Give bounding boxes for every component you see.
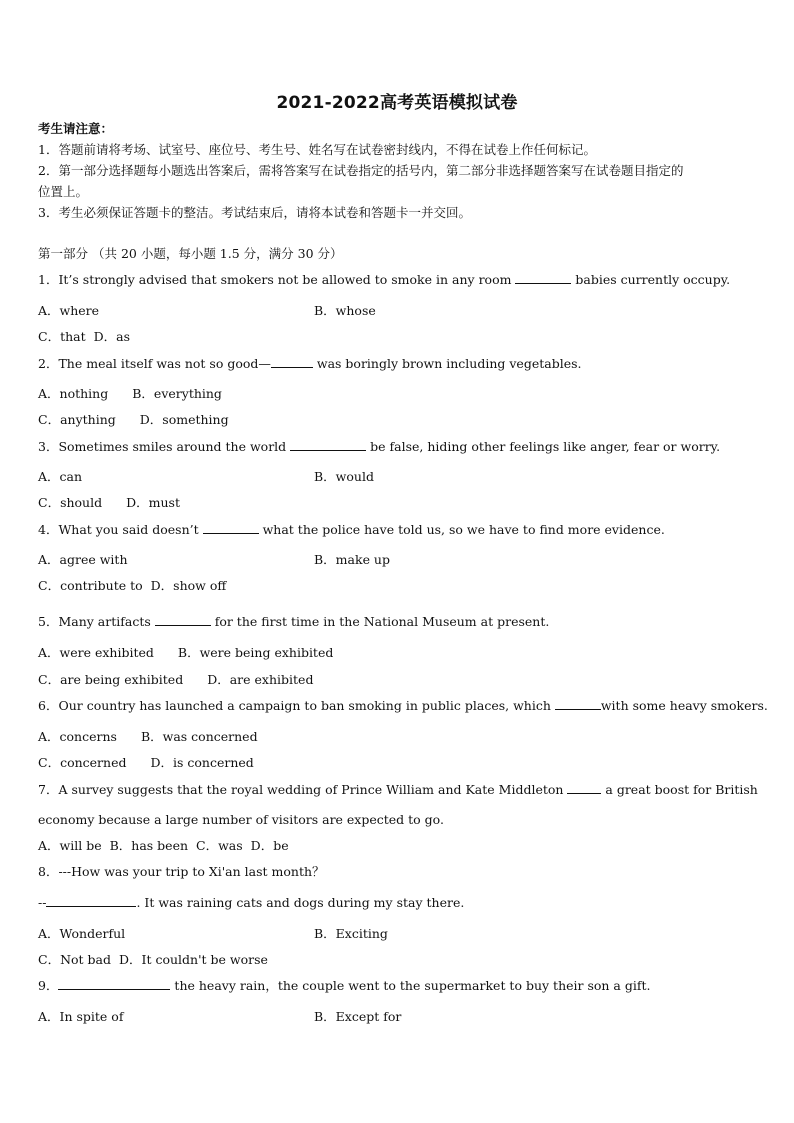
option-b[interactable]: B．everything [132, 386, 222, 401]
question-5 [38, 613, 549, 631]
option-b[interactable]: B．Except for [314, 1009, 402, 1024]
question-text: be false, hiding other feelings like anger, fear or worry. [366, 439, 721, 454]
question-text: a great boost for British [601, 782, 758, 797]
options-row [38, 551, 538, 569]
option-b[interactable]: B．was concerned [140, 729, 258, 744]
question-text: for the first time in the National Museum at present. [210, 614, 550, 629]
option-b[interactable]: B．make up [314, 552, 390, 567]
options-row [38, 494, 180, 512]
options-row [38, 728, 258, 746]
section-heading: 第一部分 （共 20 小题，每小题 1.5 分，满分 30 分） [38, 246, 343, 261]
option-d[interactable]: D．be [250, 838, 289, 853]
question-text: 4．What you said doesn’t [38, 522, 203, 537]
question-text: 6．Our country has launched a campaign to ban smoking in public places, which [38, 698, 555, 713]
options-row [38, 837, 289, 855]
options-row [38, 754, 254, 772]
option-a[interactable]: A．Wonderful [38, 926, 126, 941]
question-3 [38, 438, 720, 456]
option-c[interactable]: C．was [196, 838, 243, 853]
question-text: 2．The meal itself was not so good— [38, 356, 271, 371]
option-c[interactable]: C．contribute to [38, 578, 143, 593]
options-row [38, 644, 333, 662]
question-text: was boringly brown including vegetables. [312, 356, 582, 371]
question-text: -- [38, 895, 47, 910]
question-text: . It was raining cats and dogs during my stay there. [136, 895, 465, 910]
options-row [38, 411, 229, 429]
options-row [38, 671, 313, 689]
question-text: 1．It’s strongly advised that smokers not be allowed to smoke in any room [38, 272, 516, 287]
page-title: 2021-2022高考英语模拟试卷 [276, 93, 518, 113]
option-a[interactable]: A．can [38, 469, 83, 484]
option-c[interactable]: C．are being exhibited [38, 672, 184, 687]
option-d[interactable]: D．must [126, 495, 180, 510]
option-d[interactable]: D．show off [150, 578, 227, 593]
option-d[interactable]: D．as [93, 329, 131, 344]
answer-blank [203, 521, 259, 534]
question-text: what the police have told us, so we have to find more evidence. [258, 522, 665, 537]
option-b[interactable]: B．were being exhibited [177, 645, 334, 660]
notice-heading: 考生请注意： [38, 121, 114, 136]
option-a[interactable]: A．nothing [38, 386, 109, 401]
question-8-reply [38, 894, 464, 912]
question-8: 8．---How was your trip to Xi'an last month？ [38, 864, 325, 879]
options-row [38, 951, 268, 969]
question-6 [38, 697, 768, 715]
options-row [38, 385, 222, 403]
option-c[interactable]: C．Not bad [38, 952, 111, 967]
question-2 [38, 355, 581, 373]
answer-blank [555, 697, 601, 710]
notice-item-2-cont: 位置上。 [38, 184, 89, 199]
question-text: with some heavy smokers. [600, 698, 768, 713]
question-text: the heavy rain，the couple went to the supermarket to buy their son a gift. [170, 978, 651, 993]
option-a[interactable]: A．concerns [38, 729, 117, 744]
option-d[interactable]: D．is concerned [150, 755, 254, 770]
answer-blank [271, 355, 313, 368]
question-text: babies currently occupy. [571, 272, 731, 287]
option-d[interactable]: D．something [139, 412, 229, 427]
notice-item-2: 2．第一部分选择题每小题选出答案后，需将答案写在试卷指定的括号内，第二部分非选择题答案写在试卷题目指定的 [38, 163, 684, 178]
notice-item-3: 3．考生必须保证答题卡的整洁。考试结束后，请将本试卷和答题卡一并交回。 [38, 205, 471, 220]
notice-item-1: 1．答题前请将考场、试室号、座位号、考生号、姓名写在试卷密封线内，不得在试卷上作任何标记。 [38, 142, 596, 157]
answer-blank [46, 894, 136, 907]
option-b[interactable]: B．Exciting [314, 926, 388, 941]
option-a[interactable]: A．where [38, 303, 100, 318]
answer-blank [155, 613, 211, 626]
option-d[interactable]: D．are exhibited [207, 672, 314, 687]
options-row [38, 328, 130, 346]
answer-blank [515, 271, 571, 284]
option-b[interactable]: B．would [314, 469, 374, 484]
option-c[interactable]: C．concerned [38, 755, 127, 770]
question-text: 3．Sometimes smiles around the world [38, 439, 291, 454]
option-a[interactable]: A．were exhibited [38, 645, 154, 660]
option-a[interactable]: A．agree with [38, 552, 128, 567]
question-1 [38, 271, 730, 289]
option-a[interactable]: A．In spite of [38, 1009, 124, 1024]
options-row [38, 1008, 538, 1026]
answer-blank [567, 781, 601, 794]
option-c[interactable]: C．that [38, 329, 86, 344]
option-d[interactable]: D．It couldn't be worse [118, 952, 268, 967]
option-a[interactable]: A．will be [38, 838, 102, 853]
question-text: 5．Many artifacts [38, 614, 155, 629]
question-9 [38, 977, 650, 995]
option-b[interactable]: B．whose [314, 303, 376, 318]
question-text: 9． [38, 978, 59, 993]
question-7-cont: economy because a large number of visitors are expected to go. [38, 812, 444, 827]
answer-blank [290, 438, 366, 451]
options-row [38, 577, 226, 595]
option-c[interactable]: C．anything [38, 412, 116, 427]
question-text: 7．A survey suggests that the royal wedding of Prince William and Kate Middleton [38, 782, 568, 797]
options-row [38, 302, 538, 320]
question-7 [38, 781, 758, 799]
option-c[interactable]: C．should [38, 495, 103, 510]
question-4 [38, 521, 665, 539]
answer-blank [58, 977, 170, 990]
options-row [38, 468, 538, 486]
options-row [38, 925, 538, 943]
option-b[interactable]: B．has been [109, 838, 189, 853]
